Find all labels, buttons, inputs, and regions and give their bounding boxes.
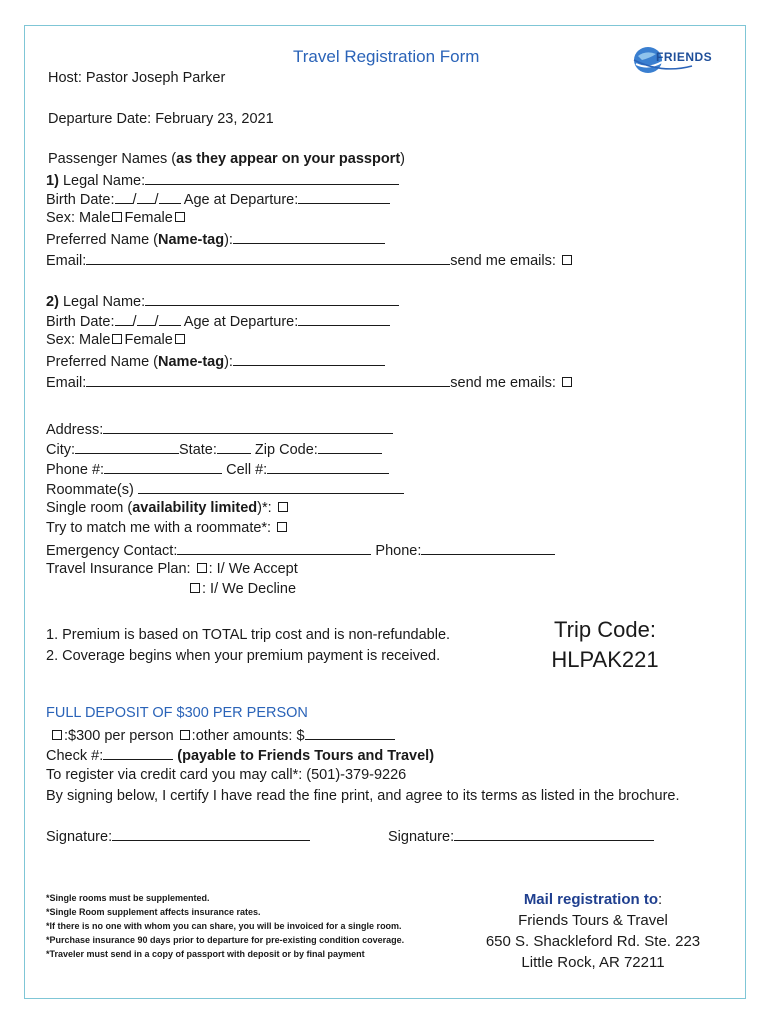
- insurance-accept-checkbox[interactable]: [197, 563, 207, 573]
- p2-male-checkbox[interactable]: [112, 334, 122, 344]
- p1-email-field[interactable]: [86, 250, 450, 265]
- p2-legal-name-field[interactable]: [145, 291, 399, 306]
- insurance-label: Travel Insurance Plan:: [46, 561, 191, 577]
- deposit-heading: FULL DEPOSIT OF $300 PER PERSON: [46, 705, 308, 721]
- p2-preferred-bold: Name-tag: [158, 354, 225, 370]
- p2-age-field[interactable]: [298, 311, 390, 326]
- p2-female-checkbox[interactable]: [175, 334, 185, 344]
- zip-field[interactable]: [318, 439, 382, 454]
- p2-birth-month-field[interactable]: [115, 311, 133, 326]
- cell-field[interactable]: [267, 459, 389, 474]
- signature-2-row: [388, 826, 654, 846]
- note-2: 2. Coverage begins when your premium payment is received.: [46, 648, 441, 664]
- p2-email-row: [46, 372, 574, 392]
- certify-line: By signing below, I certify I have read the fine print, and agree to its terms as listed in the brochure.: [46, 788, 680, 804]
- footnotes: [46, 891, 404, 961]
- footnote: *Purchase insurance 90 days prior to departure for pre-existing condition coverage.: [46, 935, 405, 945]
- phone-label: Phone #:: [46, 462, 105, 478]
- p2-send-emails-checkbox[interactable]: [562, 377, 572, 387]
- signature-2-label: Signature:: [388, 829, 455, 845]
- deposit-300-label: :$300 per person: [64, 728, 174, 744]
- emergency-contact-label: Emergency Contact:: [46, 543, 178, 559]
- p2-birth-sep: /: [132, 314, 137, 330]
- insurance-row: [46, 560, 298, 578]
- p1-female-label: Female: [124, 210, 173, 226]
- single-room-row: [46, 499, 290, 517]
- p1-preferred-bold: Name-tag: [158, 232, 225, 248]
- p2-preferred-suffix: ):: [224, 354, 233, 370]
- p1-email-row: [46, 250, 574, 270]
- p1-number: 1): [46, 173, 59, 189]
- state-label: State:: [179, 442, 217, 458]
- passenger-heading-bold: as they appear on your passport: [176, 151, 401, 167]
- p2-email-label: Email:: [46, 375, 87, 391]
- p2-preferred-row: [46, 351, 385, 371]
- p1-preferred-name-field[interactable]: [233, 229, 385, 244]
- mail-heading-colon: :: [658, 891, 663, 908]
- p1-birth-sep: /: [154, 192, 159, 208]
- p1-male-checkbox[interactable]: [112, 212, 122, 222]
- single-room-bold: availability limited: [132, 500, 258, 516]
- p1-birth-row: [46, 189, 390, 209]
- city-row: [46, 439, 382, 459]
- p1-birth-sep: /: [132, 192, 137, 208]
- deposit-amount-row: [50, 725, 395, 745]
- single-room-prefix: Single room (: [46, 500, 133, 516]
- passenger-heading-prefix: Passenger Names (: [48, 151, 177, 167]
- p2-preferred-name-field[interactable]: [233, 351, 385, 366]
- host-line: Host: Pastor Joseph Parker: [48, 70, 226, 86]
- city-field[interactable]: [75, 439, 179, 454]
- p2-age-label: Age at Departure:: [183, 314, 299, 330]
- p1-email-label: Email:: [46, 253, 87, 269]
- cell-label: Cell #:: [226, 462, 268, 478]
- p1-send-emails-label: send me emails:: [450, 253, 556, 269]
- emergency-contact-field[interactable]: [177, 540, 371, 555]
- p2-number: 2): [46, 294, 59, 310]
- roommates-label: Roommate(s): [46, 482, 134, 498]
- p1-female-checkbox[interactable]: [175, 212, 185, 222]
- p1-birth-year-field[interactable]: [159, 189, 181, 204]
- p2-legal-name-row: [46, 291, 399, 311]
- p1-age-field[interactable]: [298, 189, 390, 204]
- match-roommate-label: Try to match me with a roommate*:: [46, 520, 272, 536]
- match-row: [46, 519, 289, 537]
- mail-line-2: 650 S. Shackleford Rd. Ste. 223: [485, 933, 701, 950]
- note-1: 1. Premium is based on TOTAL trip cost and is non-refundable.: [46, 627, 451, 643]
- footnote: *If there is no one with whom you can share, you will be invoiced for a single room.: [46, 921, 402, 931]
- p1-sex-row: [46, 209, 187, 227]
- p1-preferred-row: [46, 229, 385, 249]
- credit-card-line: To register via credit card you may call*: (501)-379-9226: [46, 767, 407, 783]
- logo-text: FRIENDS: [656, 50, 713, 64]
- single-room-suffix: )*:: [257, 500, 272, 516]
- mail-line-1: Friends Tours & Travel: [518, 912, 668, 929]
- footnote: *Single rooms must be supplemented.: [46, 893, 210, 903]
- state-field[interactable]: [217, 439, 251, 454]
- p1-legal-name-label: Legal Name:: [62, 173, 146, 189]
- p1-birth-day-field[interactable]: [137, 189, 155, 204]
- mail-line-3: Little Rock, AR 72211: [521, 954, 665, 971]
- signature-1-label: Signature:: [46, 829, 113, 845]
- roommates-row: [46, 479, 404, 499]
- p1-preferred-suffix: ):: [224, 232, 233, 248]
- p2-sex-label: Sex: Male: [46, 332, 111, 348]
- friends-logo: [632, 44, 722, 76]
- zip-label: Zip Code:: [254, 442, 318, 458]
- single-room-checkbox[interactable]: [278, 502, 288, 512]
- deposit-other-field[interactable]: [305, 725, 395, 740]
- p1-send-emails-checkbox[interactable]: [562, 255, 572, 265]
- p1-legal-name-row: [46, 170, 399, 190]
- address-field[interactable]: [103, 419, 393, 434]
- signature-1-row: [46, 826, 310, 846]
- deposit-other-label: :other amounts: $: [191, 728, 305, 744]
- signature-2-field[interactable]: [454, 826, 654, 841]
- deposit-300-checkbox[interactable]: [52, 730, 62, 740]
- p1-birth-month-field[interactable]: [115, 189, 133, 204]
- check-label: Check #:: [46, 748, 104, 764]
- p2-send-emails-label: send me emails:: [450, 375, 556, 391]
- insurance-decline-label: : I/ We Decline: [202, 581, 297, 597]
- passenger-heading: [48, 150, 405, 168]
- roommates-field[interactable]: [138, 479, 404, 494]
- signature-1-field[interactable]: [112, 826, 310, 841]
- emergency-phone-label: Phone:: [375, 543, 422, 559]
- trip-code-label: Trip Code:: [554, 617, 656, 642]
- payable-note: (payable to Friends Tours and Travel): [177, 748, 435, 764]
- address-label: Address:: [46, 422, 104, 438]
- p1-birth-date-label: Birth Date:: [46, 192, 115, 208]
- phone-field[interactable]: [104, 459, 222, 474]
- emergency-row: [46, 540, 555, 560]
- p1-age-label: Age at Departure:: [183, 192, 299, 208]
- p1-preferred-prefix: Preferred Name (: [46, 232, 159, 248]
- p1-sex-label: Sex: Male: [46, 210, 111, 226]
- p1-legal-name-field[interactable]: [145, 170, 399, 185]
- check-row: [46, 745, 434, 765]
- deposit-other-checkbox[interactable]: [180, 730, 190, 740]
- match-roommate-checkbox[interactable]: [277, 522, 287, 532]
- form-title: Travel Registration Form: [293, 47, 480, 66]
- p2-birth-year-field[interactable]: [159, 311, 181, 326]
- mail-block: [468, 889, 718, 973]
- insurance-decline-checkbox[interactable]: [190, 583, 200, 593]
- p2-birth-row: [46, 311, 390, 331]
- passenger-heading-suffix: ): [400, 151, 405, 167]
- footnote: *Traveler must send in a copy of passport with deposit or by final payment: [46, 949, 365, 959]
- p2-legal-name-label: Legal Name:: [62, 294, 146, 310]
- insurance-decline-row: [188, 580, 296, 598]
- p2-birth-date-label: Birth Date:: [46, 314, 115, 330]
- check-number-field[interactable]: [103, 745, 173, 760]
- footnote: *Single Room supplement affects insurance rates.: [46, 907, 261, 917]
- emergency-phone-field[interactable]: [421, 540, 555, 555]
- p2-email-field[interactable]: [86, 372, 450, 387]
- p2-sex-row: [46, 331, 187, 349]
- p2-birth-day-field[interactable]: [137, 311, 155, 326]
- p2-birth-sep: /: [154, 314, 159, 330]
- city-label: City:: [46, 442, 75, 458]
- p2-female-label: Female: [124, 332, 173, 348]
- p2-preferred-prefix: Preferred Name (: [46, 354, 159, 370]
- phone-row: [46, 459, 389, 479]
- mail-heading-text: Mail registration to: [523, 891, 658, 908]
- departure-line: Departure Date: February 23, 2021: [48, 111, 274, 127]
- trip-code-value: HLPAK221: [551, 647, 659, 672]
- insurance-accept-label: : I/ We Accept: [208, 561, 298, 577]
- mail-heading: [468, 889, 718, 910]
- address-row: [46, 419, 393, 439]
